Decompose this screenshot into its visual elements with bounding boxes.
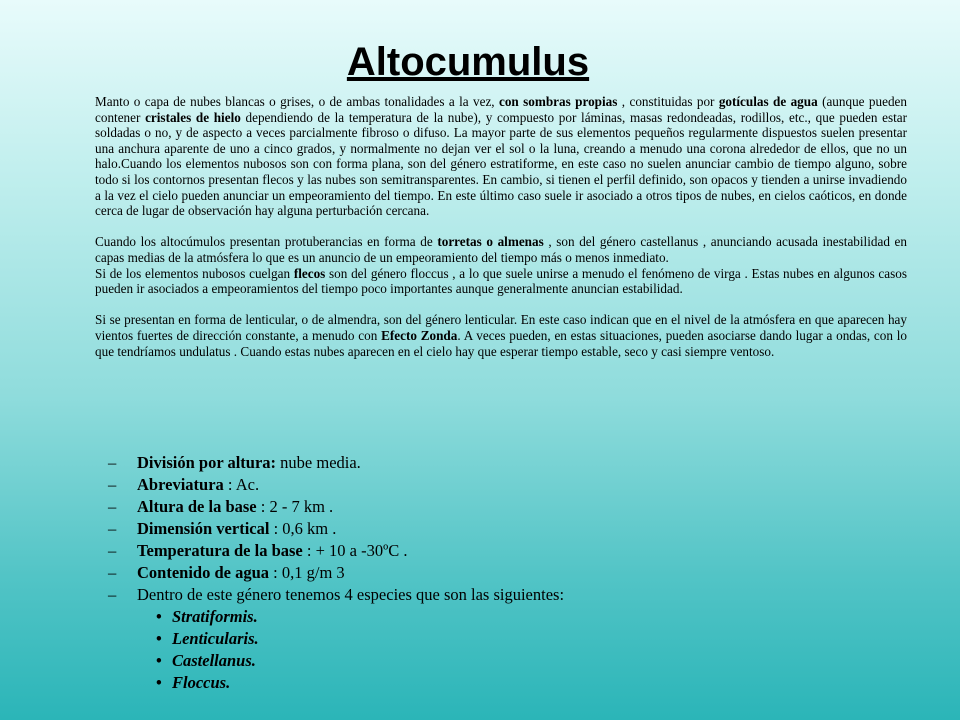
dash-marker: –	[108, 453, 117, 472]
fact-label: Dimensión vertical	[137, 519, 270, 538]
bold-term: gotículas de agua	[718, 94, 818, 109]
species-name: Floccus.	[172, 673, 231, 692]
fact-label: Contenido de agua	[137, 563, 270, 582]
text-run: dependiendo de la temperatura de la nube), y compuesto por láminas, masas redondeadas, rodillos, etc., que pueden estar soldadas o no, y de aspecto a veces parcialmente fibroso o difuso. La mayor parte de sus elementos pequeños regularmente dispuestos suelen presentar una anchura aparente de uno a cinco grados, y normalmente no dejan ver el sol o la luna, creando a menudo una corona alrededor de ellos, que no un halo.Cuando los elementos nubosos son con forma plana, son del género estratiforme, en este caso no suelen anunciar cambio de tiempo alguno, sobre todo si los contornos presentan flecos y las nubes son semitransparentes. En cambio, si tienen el perfil definido, son opacos y tienden a unirse invadiendo a la vez el cielo pueden anunciar un empeoramiento del tiempo. En este último caso suele ir asociado a otros tipos de nubes, en cielos caóticos, en donde cerca de lugar de observación hay alguna perturbación cercana.	[95, 109, 907, 219]
bold-term: con sombras propias	[498, 94, 618, 109]
description-paragraph-4	[95, 312, 907, 359]
text-run: , son del género castellanus , anunciando acusada inestabilidad en capas medias de la atmósfera lo que es un anuncio de un empeoramiento del tiempo más o menos inmediato.	[95, 234, 907, 265]
text-run: Manto o capa de nubes blancas o grises, o de ambas tonalidades a la vez,	[95, 94, 499, 109]
fact-label: División por altura:	[137, 453, 277, 472]
species-item	[108, 650, 708, 672]
fact-vertical-dimension	[108, 518, 908, 540]
description-paragraph-2	[95, 234, 907, 265]
species-item	[108, 672, 708, 694]
fact-value: : + 10 a -30ºC .	[302, 541, 408, 560]
bold-term: Efecto Zonda	[381, 327, 458, 343]
bullet-icon: •	[156, 651, 162, 670]
species-item	[108, 628, 708, 650]
bullet-icon: •	[156, 673, 162, 692]
fact-label: Temperatura de la base	[137, 541, 303, 560]
dash-marker: –	[108, 563, 117, 582]
text-run: Si se presentan en forma de lenticular, o de almendra, son del género lenticular. En este caso indican que en el nivel de la atmósfera en que aparecen hay vientos fuertes de dirección constante, a menudo con	[95, 312, 907, 343]
description	[95, 94, 907, 359]
text-run: (aunque pueden contener	[95, 94, 907, 125]
species-intro-text: Dentro de este género tenemos 4 especies que son las siguientes:	[137, 585, 565, 604]
species-list	[108, 606, 708, 694]
fact-label: Abreviatura	[137, 475, 224, 494]
fact-value: : Ac.	[223, 475, 260, 494]
fact-value: : 2 - 7 km .	[256, 497, 334, 516]
text-run: son del género floccus , a lo que suele unirse a menudo el fenómeno de virga . Estas nubes en algunos casos pueden ir asociados a empeoramientos del tiempo poco importantes aunque generalmente anuncian estabilidad.	[95, 265, 907, 297]
fact-base-temperature	[108, 540, 908, 562]
dash-marker: –	[108, 497, 117, 516]
dash-marker: –	[108, 541, 117, 560]
species-name: Lenticularis.	[172, 629, 259, 648]
fact-value: nube media.	[276, 453, 361, 472]
description-paragraph-1	[95, 94, 907, 219]
species-item	[108, 606, 708, 628]
facts-list	[108, 452, 908, 606]
fact-value: : 0,6 km .	[269, 519, 337, 538]
bold-term: flecos	[293, 265, 326, 281]
fact-value: : 0,1 g/m 3	[269, 563, 345, 582]
bullet-icon: •	[156, 629, 162, 648]
text-run: Si de los elementos nubosos cuelgan	[95, 265, 294, 281]
fact-height	[108, 452, 908, 474]
bold-term: cristales de hielo	[145, 109, 241, 125]
text-run: Cuando los altocúmulos presentan protuberancias en forma de	[95, 234, 438, 250]
fact-species-intro	[108, 584, 908, 606]
dash-marker: –	[108, 585, 117, 604]
fact-base-height	[108, 496, 908, 518]
species-name: Castellanus.	[172, 651, 256, 670]
text-run: . A veces pueden, en estas situaciones, pueden asociarse dando lugar a ondas, con lo que tendríamos undulatus . Cuando estas nubes aparecen en el cielo hay que esperar tiempo estable, seco y casi siempre ventoso.	[95, 327, 907, 359]
fact-abbreviation	[108, 474, 908, 496]
dash-marker: –	[108, 519, 117, 538]
fact-label: Altura de la base	[137, 497, 257, 516]
description-paragraph-3	[95, 266, 907, 297]
page-title: Altocumulus	[346, 40, 590, 84]
fact-water-content	[108, 562, 908, 584]
species-name: Stratiformis.	[172, 607, 258, 626]
dash-marker: –	[108, 475, 117, 494]
bold-term: torretas o almenas	[437, 234, 544, 250]
text-run: , constituidas por	[617, 94, 719, 109]
bullet-icon: •	[156, 607, 162, 626]
